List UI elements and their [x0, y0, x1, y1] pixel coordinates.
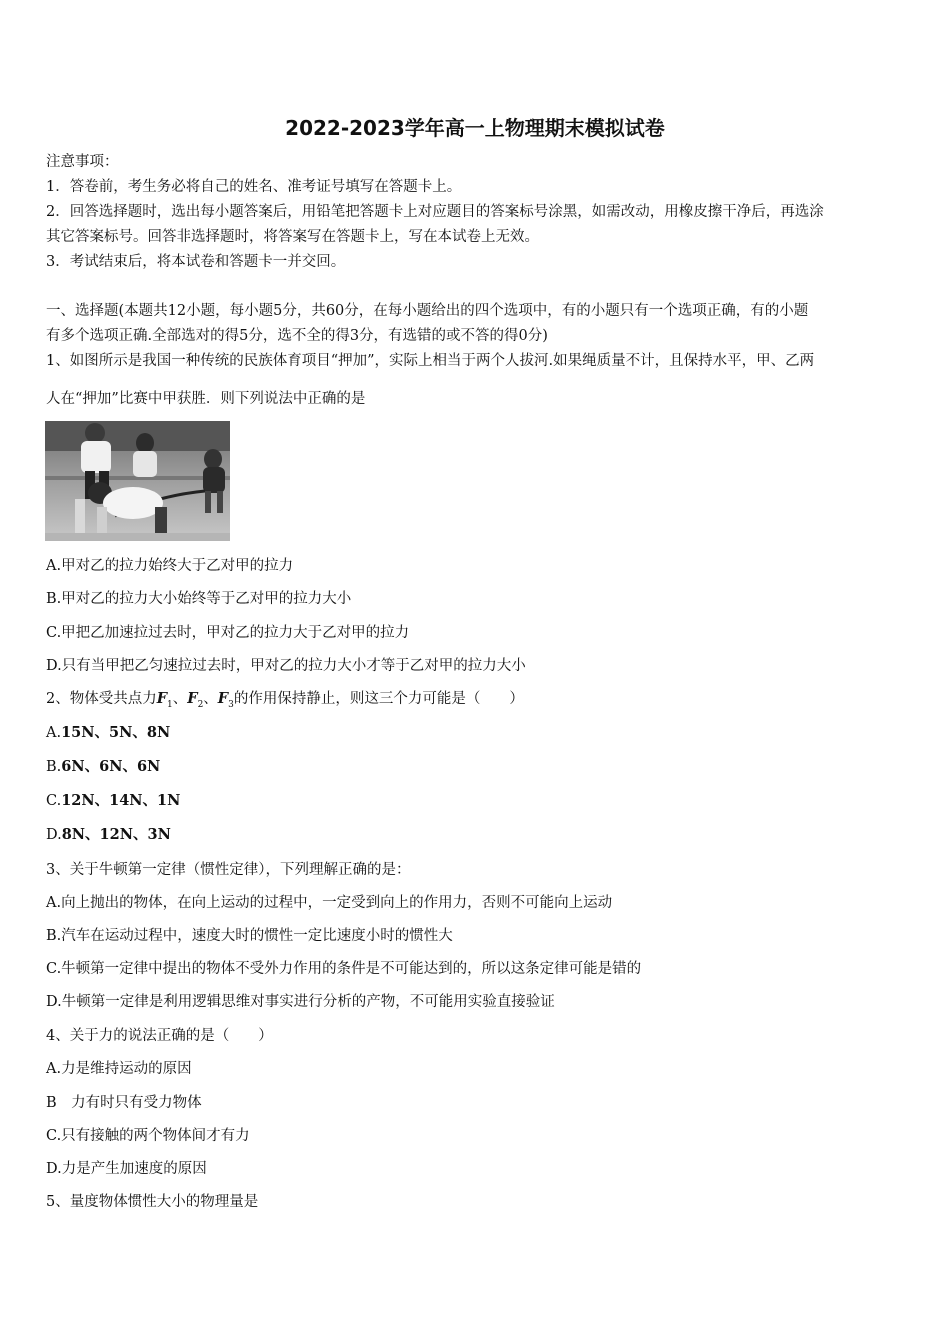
question-2-option-c — [46, 791, 180, 811]
question-4-option-b: B 力有时只有受力物体 — [46, 1095, 202, 1111]
question-3-option-d: D.牛顿第一定律是利用逻辑思维对事实进行分析的产物，不可能用实验直接验证 — [46, 994, 555, 1010]
notice-item-3: 3．考试结束后，将本试卷和答题卡一并交回。 — [46, 254, 346, 270]
question-4-stem: 4、关于力的说法正确的是（ ） — [46, 1028, 273, 1044]
question-2-option-d — [46, 825, 171, 845]
separator: 、 — [203, 691, 218, 707]
question-5-stem: 5、量度物体惯性大小的物理量是 — [46, 1194, 259, 1210]
question-1-option-c: C.甲把乙加速拉过去时，甲对乙的拉力大于乙对甲的拉力 — [46, 625, 410, 641]
force-f2-subscript: 2 — [197, 699, 204, 710]
option-value: 6N、6N、6N — [61, 758, 161, 775]
section-heading: 一、选择题(本题共12小题，每小题5分，共60分，在每小题给出的四个选项中，有的小题只有一个选项正确，有的小题 — [46, 303, 809, 319]
force-f1: F — [156, 690, 168, 707]
page-title: 2022-2023学年高一上物理期末模拟试卷 — [285, 116, 665, 140]
option-value: 15N、5N、8N — [61, 724, 171, 741]
notice-item-2: 2．回答选择题时，选出每小题答案后，用铅笔把答题卡上对应题目的答案标号涂黑，如需改动，用橡皮擦干净后，再选涂 — [46, 204, 824, 220]
section-heading-cont: 有多个选项正确.全部选对的得5分，选不全的得3分，有选错的或不答的得0分) — [46, 328, 548, 344]
notice-heading: 注意事项： — [46, 154, 119, 170]
force-f2: F — [187, 690, 198, 707]
option-label: A. — [46, 725, 62, 741]
question-1-option-b: B.甲对乙的拉力大小始终等于乙对甲的拉力大小 — [46, 591, 352, 607]
question-1-stem-cont: 人在“押加”比赛中甲获胜．则下列说法中正确的是 — [46, 391, 366, 407]
separator: 、 — [172, 691, 188, 707]
force-f1-subscript: 1 — [167, 699, 173, 710]
question-2-stem — [46, 689, 524, 715]
question-3-option-c: C.牛顿第一定律中提出的物体不受外力作用的条件是不可能达到的，所以这条定律可能是错的 — [46, 961, 642, 977]
option-label: C. — [46, 793, 62, 809]
option-label: B. — [46, 759, 62, 775]
force-f3: F — [217, 690, 229, 707]
option-value: 12N、14N、1N — [61, 792, 181, 809]
question-2-option-a — [46, 723, 170, 743]
question-4-option-d: D.力是产生加速度的原因 — [46, 1161, 207, 1177]
question-4-option-a: A.力是维持运动的原因 — [46, 1061, 192, 1077]
question-3-option-a: A.向上抛出的物体，在向上运动的过程中，一定受到向上的作用力，否则不可能向上运动 — [46, 895, 613, 911]
force-f3-subscript: 3 — [228, 699, 234, 710]
option-label: D. — [46, 827, 62, 843]
notice-item-2-cont: 其它答案标号。回答非选择题时，将答案写在答题卡上，写在本试卷上无效。 — [46, 229, 539, 245]
option-value: 8N、12N、3N — [61, 826, 171, 843]
question-1-option-d: D.只有当甲把乙匀速拉过去时，甲对乙的拉力大小才等于乙对甲的拉力大小 — [46, 658, 526, 674]
tug-of-war-photo — [45, 421, 230, 541]
question-2-stem-suffix: 的作用保持静止，则这三个力可能是（ ） — [233, 691, 524, 707]
question-4-option-c: C.只有接触的两个物体间才有力 — [46, 1128, 250, 1144]
question-2-stem-prefix: 2、物体受共点力 — [46, 691, 157, 707]
question-1-option-a: A.甲对乙的拉力始终大于乙对甲的拉力 — [46, 558, 294, 574]
question-3-option-b: B.汽车在运动过程中，速度大时的惯性一定比速度小时的惯性大 — [46, 928, 453, 944]
question-2-option-b — [46, 757, 160, 777]
question-3-stem: 3、关于牛顿第一定律（惯性定律），下列理解正确的是： — [46, 862, 411, 878]
notice-item-1: 1．答卷前，考生务必将自己的姓名、准考证号填写在答题卡上。 — [46, 179, 462, 195]
question-1-stem: 1、如图所示是我国一种传统的民族体育项目“押加”，实际上相当于两个人拔河.如果绳质量不计，且保持水平，甲、乙两 — [46, 353, 815, 369]
